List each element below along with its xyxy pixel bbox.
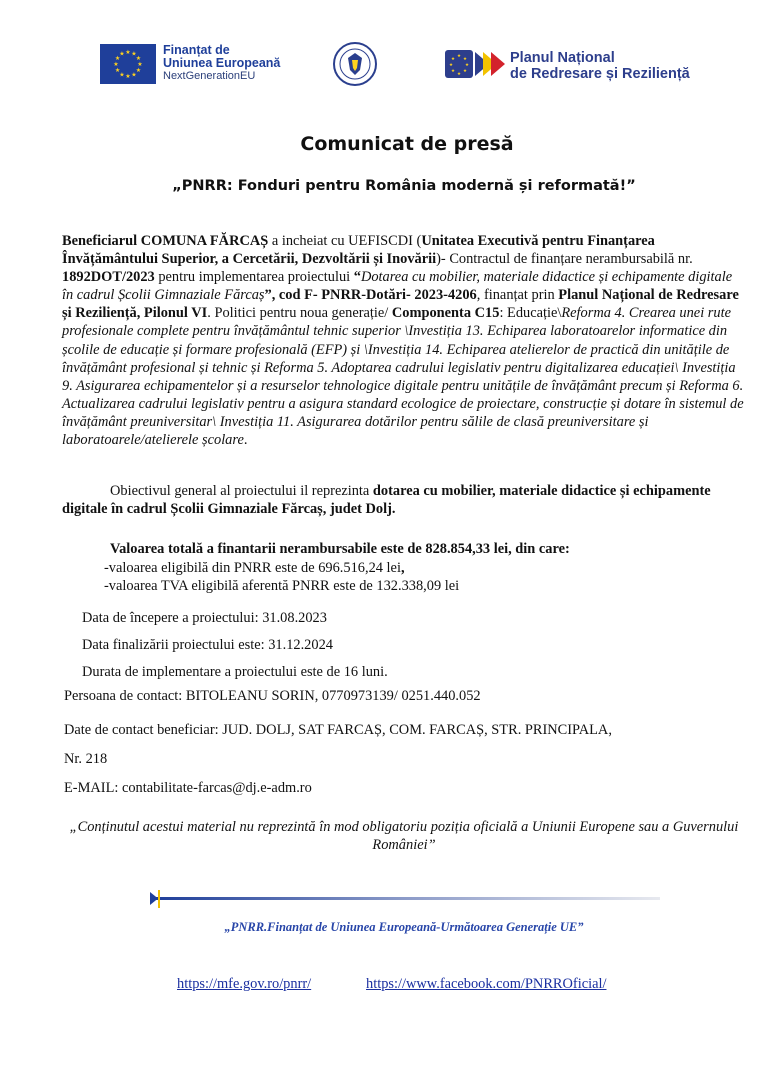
desc-text-7: . [243, 432, 248, 449]
project-description [62, 232, 746, 449]
desc-contract-number: 1892DOT/2023 [62, 269, 155, 286]
duration: Durata de implementare a proiectului este de 16 luni. [82, 664, 388, 680]
svg-text:★: ★ [137, 61, 143, 68]
desc-uefiscdi-name: Unitatea Executivă pentru Finanțarea Învățământului Superior, a Cercetării, Dezvoltării și Inovării [62, 233, 655, 268]
desc-text-2: )- Contractul de finanțare nerambursabilă nr. [436, 251, 693, 268]
project-objective [62, 482, 746, 518]
svg-text:★: ★ [448, 63, 454, 68]
start-date: Data de începere a proiectului: 31.08.2023 [82, 610, 327, 626]
desc-text-1: a incheiat cu UEFISCDI ( [268, 233, 422, 249]
desc-text-3: pentru implementarea proiectului [154, 269, 354, 286]
svg-text:★: ★ [450, 69, 456, 74]
svg-text:★: ★ [450, 57, 456, 62]
page-title: Comunicat de presă [300, 133, 514, 155]
contact-person: Persoana de contact: BITOLEANU SORIN, 0770973139/ 0251.440.052 [64, 688, 481, 704]
eu-flag-logo [100, 44, 156, 84]
pnrr-label [510, 50, 690, 82]
objective-main: dotarea cu mobilier, materiale didactice și echipamente digitale în cadrul Școlii Gimnaziale Fărcaș, judet Dolj. [62, 483, 711, 517]
total-value: Valoarea totală a finantarii nerambursabile este de 828.854,33 lei, din care: [110, 541, 570, 557]
desc-reforms: Reforma 4. Crearea unei rute profesionale complete pentru învățământul tehnic superior \Investiția 13. Echiparea laboratoarelor informatice din școlile de educație și formare profesională (EFP) și \Investiția 14. Echiparea atelierelor de practică din unitățile de învățământ profesional și tehnic și Reforma 5. Adoptarea cadrului legislativ pentru digitalizarea educației\ Investiția 9. Asigurarea echipamentelor și a resurselor tehnologice digitale pentru unitățile de învățământ precum și Reforma 6. Actualizarea cadrului legislativ pentru a asigura standard ecologice de proiectare, construcție și dotare în sistemul de învățământ preuniversitar\ Investiția 11. Asigurarea dotărilor pentru sălile de clasă preuniversitare și laboratoarele/atelierele școlare [62, 305, 744, 449]
desc-component: Componenta C15 [391, 305, 500, 322]
pnrr-logo-icon [445, 48, 507, 80]
eu-funding-label [163, 44, 280, 83]
beneficiary-address: Date de contact beneficiar: JUD. DOLJ, SAT FARCAȘ, COM. FARCAȘ, STR. PRINCIPALA, [64, 722, 612, 738]
eu-line-3: NextGenerationEU [163, 70, 256, 82]
svg-text:★: ★ [462, 57, 468, 62]
svg-text:★: ★ [113, 61, 119, 68]
link-mfe-pnrr[interactable]: https://mfe.gov.ro/pnrr/ [177, 976, 312, 992]
svg-text:★: ★ [131, 50, 137, 58]
funding-values [104, 540, 570, 596]
government-seal-icon [332, 40, 378, 88]
objective-intro: Obiectivul general al proiectului il reprezinta [110, 483, 373, 499]
eu-line-1: Finanțat de [163, 43, 230, 57]
svg-text:★: ★ [125, 49, 131, 56]
contact-email: E-MAIL: contabilitate-farcas@dj.e-adm.ro [64, 780, 312, 796]
end-date: Data finalizării proiectului este: 31.12.2024 [82, 637, 333, 653]
desc-pnrr-pillar: Planul Național de Redresare și Reziliență, Pilonul VI [62, 287, 739, 322]
svg-text:★: ★ [119, 71, 125, 79]
svg-text:★: ★ [456, 72, 462, 77]
desc-project-code: ”, cod F- PNRR-Dotări- 2023-4206 [264, 287, 477, 304]
disclaimer: „Conținutul acestui material nu reprezintă în mod obligatoriu poziția oficială a Uniunii Europene sau a Guvernului României” [69, 819, 739, 853]
desc-text-6: : Educație\ [499, 305, 562, 322]
desc-beneficiary-name: COMUNA FĂRCAȘ [140, 233, 269, 249]
svg-text:★: ★ [462, 69, 468, 74]
svg-text:★: ★ [464, 63, 470, 68]
desc-text-5: . Politici pentru noua generație/ [207, 305, 392, 322]
link-facebook-pnrr[interactable]: https://www.facebook.com/PNRROficial/ [366, 976, 607, 992]
page-subtitle: „PNRR: Fonduri pentru România modernă și reformată!” [172, 178, 636, 194]
desc-text-4: , finanțat prin [476, 287, 559, 304]
svg-text:★: ★ [125, 73, 131, 80]
address-number: Nr. 218 [64, 751, 108, 767]
footer-divider [150, 886, 660, 912]
tva-value: -valoarea TVA eligibilă aferentă PNRR este de 132.338,09 lei [104, 578, 460, 594]
desc-quote-open: “ [353, 269, 361, 286]
footer-tagline: „PNRR.Finanțat de Uniunea Europeană-Următoarea Generație UE” [224, 920, 584, 934]
svg-text:★: ★ [114, 55, 121, 62]
pnrr-line-2: de Redresare și Reziliență [510, 66, 690, 82]
svg-text:★: ★ [135, 67, 142, 74]
svg-text:★: ★ [456, 54, 462, 59]
desc-project-title: Dotarea cu mobilier, materiale didactice și echipamente digitale în cadrul Școlii Gimnaziale Fărcaș [62, 269, 733, 304]
eligible-value-text: -valoarea eligibilă din PNRR este de 696.516,24 lei [104, 559, 401, 576]
eligible-value [104, 559, 570, 578]
eligible-value-comma: , [400, 559, 405, 576]
eu-line-2: Uniunea Europeană [163, 56, 281, 70]
svg-text:★: ★ [119, 50, 125, 58]
pnrr-line-1: Planul Național [510, 50, 615, 66]
desc-label-beneficiar: Beneficiarul [62, 233, 141, 249]
svg-text:★: ★ [114, 67, 121, 74]
svg-text:★: ★ [131, 71, 137, 79]
svg-text:★: ★ [135, 55, 142, 62]
